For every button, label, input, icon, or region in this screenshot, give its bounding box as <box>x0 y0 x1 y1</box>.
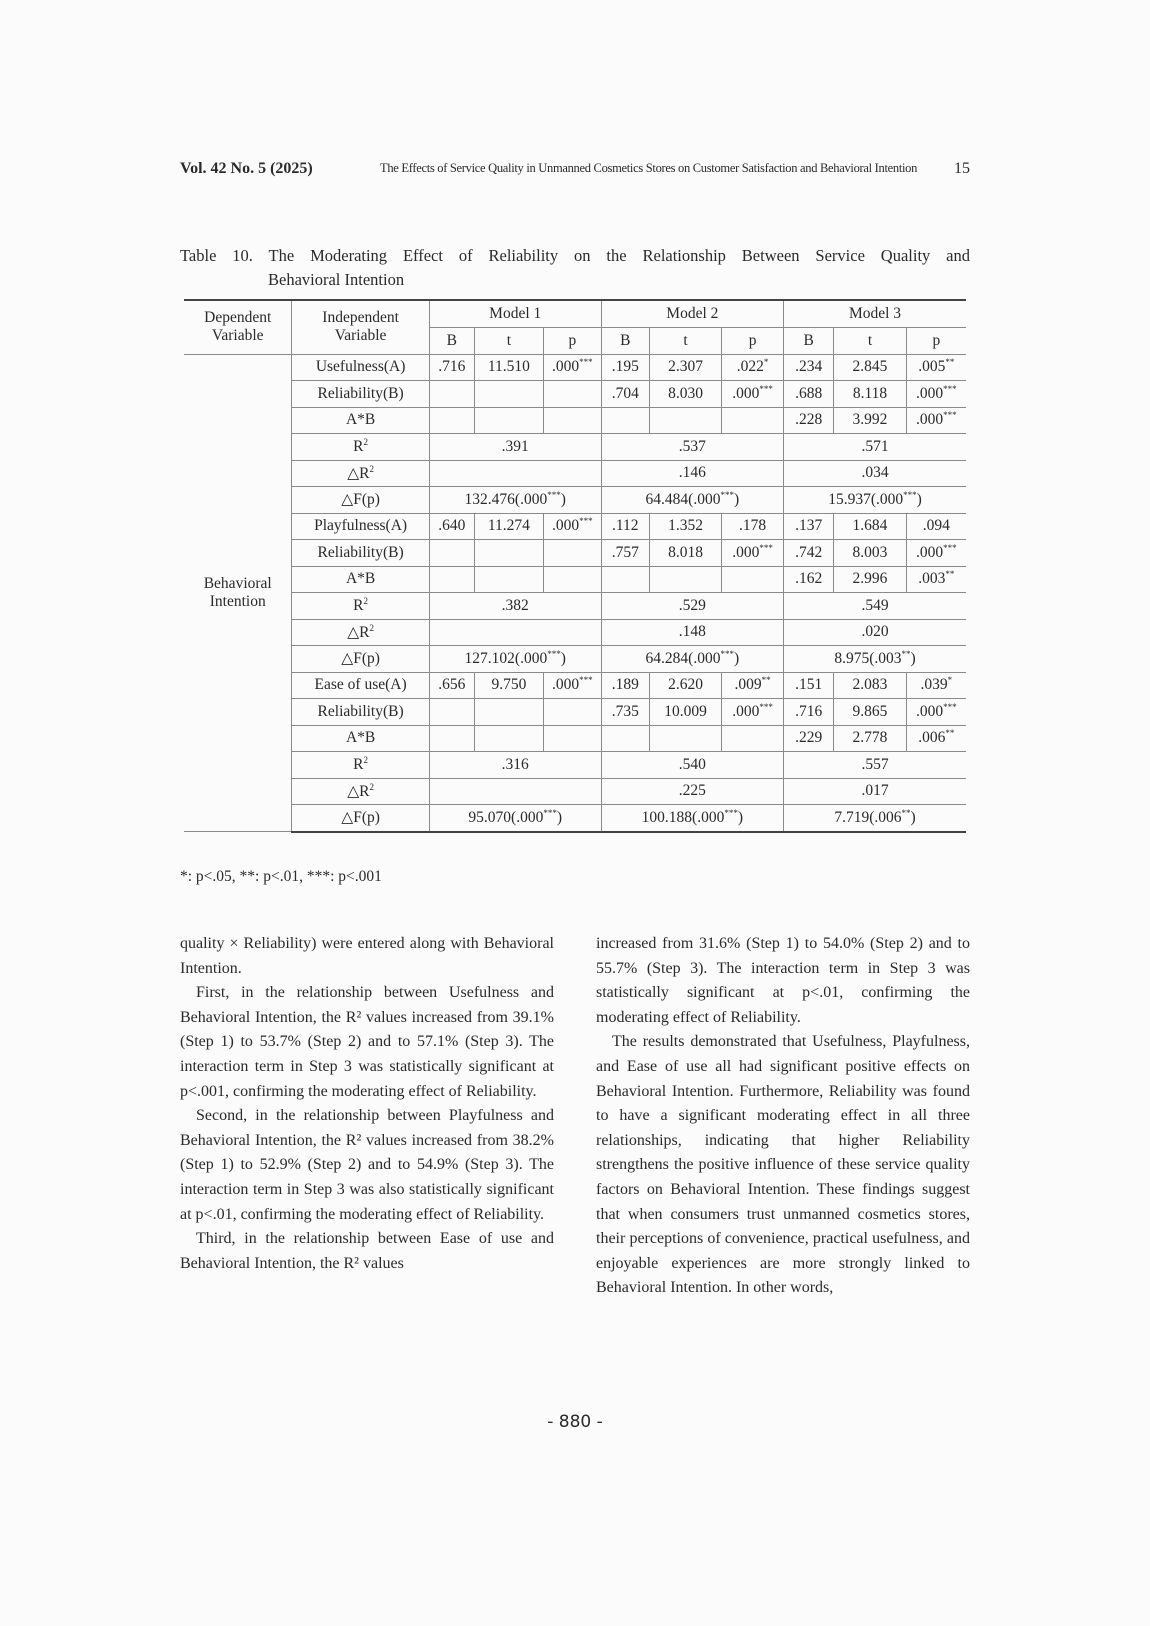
delta-f-value: 7.719(.006**) <box>784 805 966 832</box>
delta-f-value: 8.975(.003**) <box>784 646 966 673</box>
caption-line-1: Table 10. The Moderating Effect of Reliability on the Relationship Between Service Quality and <box>180 246 970 265</box>
delta-f-value: 95.070(.000***) <box>429 805 601 832</box>
table-row <box>184 513 966 540</box>
empty-cell <box>429 778 601 805</box>
model-1-p-header: p <box>543 327 601 354</box>
t-value-cell: 11.510 <box>474 354 543 381</box>
coef-b-cell: .229 <box>784 725 834 752</box>
body-column-left <box>180 932 554 1276</box>
paragraph: First, in the relationship between Usefulness and Behavioral Intention, the R² values increased from 39.1% (Step 1) to 53.7% (Step 2) and to 57.1% (Step 3). The interaction term in Step 3 was statistically significant at p<.001, confirming the moderating effect of Reliability. <box>180 984 554 1100</box>
empty-cell <box>429 381 474 408</box>
t-value-cell: 8.030 <box>649 381 721 408</box>
r-squared-value: .540 <box>601 752 783 779</box>
empty-cell <box>429 725 474 752</box>
coef-b-cell: .742 <box>784 540 834 567</box>
independent-variable-label: Reliability(B) <box>292 699 429 726</box>
delta-r-squared-row <box>184 460 966 487</box>
coef-b-cell: .137 <box>784 513 834 540</box>
p-value-cell: .000*** <box>906 381 966 408</box>
regression-table <box>184 299 966 833</box>
t-value-cell: 10.009 <box>649 699 721 726</box>
t-value-cell: 8.118 <box>834 381 906 408</box>
p-value-cell: .000*** <box>543 354 601 381</box>
r-squared-value: .549 <box>784 593 966 620</box>
t-value-cell: 9.865 <box>834 699 906 726</box>
independent-variable-label: Playfulness(A) <box>292 513 429 540</box>
table-row <box>184 699 966 726</box>
r-squared-value: .557 <box>784 752 966 779</box>
independent-variable-label: A*B <box>292 566 429 593</box>
delta-r-squared-value: .017 <box>784 778 966 805</box>
coef-b-cell: .228 <box>784 407 834 434</box>
t-value-cell: 1.684 <box>834 513 906 540</box>
model-2-header: Model 2 <box>601 300 783 327</box>
r-squared-value: .529 <box>601 593 783 620</box>
p-value-cell: .094 <box>906 513 966 540</box>
t-value-cell: 8.003 <box>834 540 906 567</box>
empty-cell <box>429 699 474 726</box>
delta-r-squared-row <box>184 778 966 805</box>
table-row <box>184 672 966 699</box>
empty-cell <box>543 407 601 434</box>
empty-cell <box>474 540 543 567</box>
paragraph: quality × Reliability) were entered along with Behavioral Intention. <box>180 935 554 977</box>
empty-cell <box>429 540 474 567</box>
delta-f-value: 127.102(.000***) <box>429 646 601 673</box>
empty-cell <box>649 725 721 752</box>
empty-cell <box>601 566 649 593</box>
model-3-t-header: t <box>834 327 906 354</box>
running-title: The Effects of Service Quality in Unmanned Cosmetics Stores on Customer Satisfaction and Behavioral Intention <box>380 161 918 175</box>
page-number: - 880 - <box>547 1412 603 1432</box>
delta-f-value: 100.188(.000***) <box>601 805 783 832</box>
p-value-cell: .003** <box>906 566 966 593</box>
paragraph: increased from 31.6% (Step 1) to 54.0% (Step 2) and to 55.7% (Step 3). The interaction term in Step 3 was statistically significant at p<.01, confirming the moderating effect of Reliability. <box>596 935 970 1026</box>
r-squared-label: $R^2$ <box>292 752 429 779</box>
paragraph: Third, in the relationship between Ease of use and Behavioral Intention, the R² values <box>180 1230 554 1272</box>
t-value-cell: 2.996 <box>834 566 906 593</box>
table-row <box>184 354 966 381</box>
table-row <box>184 725 966 752</box>
delta-r-squared-label: $\triangle R^2$ <box>292 460 429 487</box>
p-value-cell: .000*** <box>722 699 784 726</box>
delta-r-squared-value: .146 <box>601 460 783 487</box>
empty-cell <box>649 566 721 593</box>
table-row <box>184 540 966 567</box>
p-value-cell: .006** <box>906 725 966 752</box>
t-value-cell: 9.750 <box>474 672 543 699</box>
delta-f-value: 64.284(.000***) <box>601 646 783 673</box>
p-value-cell: .178 <box>722 513 784 540</box>
independent-variable-header: Independent Variable <box>292 300 429 354</box>
empty-cell <box>474 381 543 408</box>
delta-f-label: △F(p) <box>292 487 429 514</box>
t-value-cell: 3.992 <box>834 407 906 434</box>
coef-b-cell: .716 <box>784 699 834 726</box>
delta-f-row <box>184 646 966 673</box>
empty-cell <box>429 619 601 646</box>
delta-r-squared-value: .034 <box>784 460 966 487</box>
empty-cell <box>474 566 543 593</box>
dependent-variable-cell: Behavioral Intention <box>184 354 292 832</box>
delta-f-label: △F(p) <box>292 805 429 832</box>
t-value-cell: 2.845 <box>834 354 906 381</box>
delta-f-value: 15.937(.000***) <box>784 487 966 514</box>
delta-r-squared-value: .225 <box>601 778 783 805</box>
coef-b-cell: .640 <box>429 513 474 540</box>
coef-b-cell: .704 <box>601 381 649 408</box>
r-squared-row <box>184 752 966 779</box>
significance-note: *: p<.05, **: p<.01, ***: p<.001 <box>180 868 382 885</box>
empty-cell <box>601 407 649 434</box>
model-2-p-header: p <box>722 327 784 354</box>
p-value-cell: .000*** <box>906 407 966 434</box>
coef-b-cell: .716 <box>429 354 474 381</box>
delta-r-squared-value: .148 <box>601 619 783 646</box>
independent-variable-label: Usefulness(A) <box>292 354 429 381</box>
coef-b-cell: .195 <box>601 354 649 381</box>
model-1-header: Model 1 <box>429 300 601 327</box>
p-value-cell: .005** <box>906 354 966 381</box>
independent-variable-label: Ease of use(A) <box>292 672 429 699</box>
p-value-cell: .000*** <box>906 699 966 726</box>
table-row <box>184 407 966 434</box>
r-squared-row <box>184 434 966 461</box>
r-squared-label: $R^2$ <box>292 593 429 620</box>
p-value-cell: .009** <box>722 672 784 699</box>
empty-cell <box>429 566 474 593</box>
page-header <box>180 160 970 182</box>
delta-f-value: 64.484(.000***) <box>601 487 783 514</box>
paragraph: The results demonstrated that Usefulness, Playfulness, and Ease of use all had significant positive effects on Behavioral Intention. Furthermore, Reliability was found to have a significant moderating effect in all three relationships, indicating that higher Reliability strengthens the positive influence of these service quality factors on Behavioral Intention. These findings suggest that when consumers trust unmanned cosmetics stores, their perceptions of convenience, practical usefulness, and enjoyable experiences are more strongly linked to Behavioral Intention. In other words, <box>596 1033 970 1297</box>
table-row <box>184 566 966 593</box>
empty-cell <box>543 566 601 593</box>
model-3-p-header: p <box>906 327 966 354</box>
model-2-b-header: B <box>601 327 649 354</box>
r-squared-value: .571 <box>784 434 966 461</box>
model-3-header: Model 3 <box>784 300 966 327</box>
t-value-cell: 2.307 <box>649 354 721 381</box>
empty-cell <box>543 699 601 726</box>
r-squared-value: .316 <box>429 752 601 779</box>
empty-cell <box>543 540 601 567</box>
coef-b-cell: .757 <box>601 540 649 567</box>
t-value-cell: 8.018 <box>649 540 721 567</box>
p-value-cell: .000*** <box>906 540 966 567</box>
empty-cell <box>649 407 721 434</box>
empty-cell <box>429 407 474 434</box>
independent-variable-label: Reliability(B) <box>292 540 429 567</box>
paragraph: Second, in the relationship between Playfulness and Behavioral Intention, the R² values increased from 38.2% (Step 1) to 52.9% (Step 2) and to 54.9% (Step 3). The interaction term in Step 3 was also statistically significant at p<.01, confirming the moderating effect of Reliability. <box>180 1107 554 1223</box>
independent-variable-label: Reliability(B) <box>292 381 429 408</box>
delta-f-row <box>184 805 966 832</box>
empty-cell <box>601 725 649 752</box>
dependent-variable-header: Dependent Variable <box>184 300 292 354</box>
delta-r-squared-label: $\triangle R^2$ <box>292 778 429 805</box>
delta-r-squared-row <box>184 619 966 646</box>
r-squared-value: .391 <box>429 434 601 461</box>
t-value-cell: 2.778 <box>834 725 906 752</box>
volume-label: Vol. 42 No. 5 (2025) <box>180 160 313 177</box>
model-3-b-header: B <box>784 327 834 354</box>
empty-cell <box>474 725 543 752</box>
coef-b-cell: .688 <box>784 381 834 408</box>
empty-cell <box>722 566 784 593</box>
caption-line-2: Behavioral Intention <box>268 270 405 289</box>
coef-b-cell: .234 <box>784 354 834 381</box>
empty-cell <box>474 407 543 434</box>
p-value-cell: .000*** <box>722 381 784 408</box>
p-value-cell: .039* <box>906 672 966 699</box>
p-value-cell: .022* <box>722 354 784 381</box>
independent-variable-label: A*B <box>292 407 429 434</box>
independent-variable-label: A*B <box>292 725 429 752</box>
p-value-cell: .000*** <box>543 672 601 699</box>
coef-b-cell: .656 <box>429 672 474 699</box>
coef-b-cell: .189 <box>601 672 649 699</box>
model-2-t-header: t <box>649 327 721 354</box>
r-squared-value: .537 <box>601 434 783 461</box>
header-row-1 <box>184 300 966 327</box>
r-squared-label: $R^2$ <box>292 434 429 461</box>
delta-r-squared-value: .020 <box>784 619 966 646</box>
empty-cell <box>474 699 543 726</box>
delta-f-row <box>184 487 966 514</box>
coef-b-cell: .151 <box>784 672 834 699</box>
delta-f-label: △F(p) <box>292 646 429 673</box>
header-page-number: 15 <box>954 160 970 177</box>
p-value-cell: .000*** <box>722 540 784 567</box>
r-squared-row <box>184 593 966 620</box>
t-value-cell: 1.352 <box>649 513 721 540</box>
empty-cell <box>429 460 601 487</box>
empty-cell <box>543 381 601 408</box>
delta-r-squared-label: $\triangle R^2$ <box>292 619 429 646</box>
model-1-b-header: B <box>429 327 474 354</box>
empty-cell <box>543 725 601 752</box>
t-value-cell: 2.083 <box>834 672 906 699</box>
table-caption <box>180 244 970 292</box>
p-value-cell: .000*** <box>543 513 601 540</box>
t-value-cell: 2.620 <box>649 672 721 699</box>
coef-b-cell: .735 <box>601 699 649 726</box>
body-column-right <box>596 932 970 1301</box>
empty-cell <box>722 407 784 434</box>
t-value-cell: 11.274 <box>474 513 543 540</box>
coef-b-cell: .112 <box>601 513 649 540</box>
model-1-t-header: t <box>474 327 543 354</box>
delta-f-value: 132.476(.000***) <box>429 487 601 514</box>
r-squared-value: .382 <box>429 593 601 620</box>
empty-cell <box>722 725 784 752</box>
table-row <box>184 381 966 408</box>
coef-b-cell: .162 <box>784 566 834 593</box>
